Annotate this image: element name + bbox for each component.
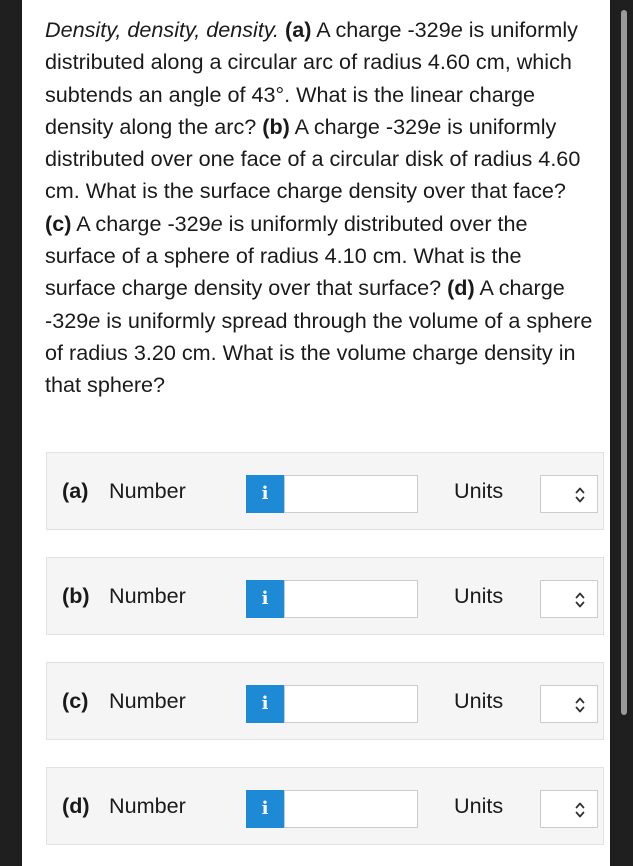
charge-symbol: e (450, 17, 463, 42)
number-input-d[interactable] (284, 790, 418, 828)
answer-part-label: (a) (62, 478, 89, 503)
units-label: Units (454, 583, 504, 608)
number-input-a[interactable] (284, 475, 418, 513)
question-title: Density, density, density. (45, 17, 280, 42)
answer-part-label: (c) (62, 688, 89, 713)
question-text (45, 14, 593, 402)
part-d-text-1: A charge -329 (45, 275, 565, 333)
number-label: Number (109, 793, 186, 818)
units-select-d[interactable] (540, 790, 598, 828)
part-a-text-1: A charge -329 (311, 17, 451, 42)
part-d-label: (d) (447, 275, 475, 301)
answer-row-b (46, 557, 604, 635)
up-down-chevron-icon (575, 800, 585, 820)
number-input-c[interactable] (284, 685, 418, 723)
part-b-text-1: A charge -329 (289, 113, 430, 139)
answer-part-label: (d) (62, 793, 90, 818)
number-label: Number (109, 688, 186, 713)
answer-row-c (46, 662, 604, 740)
units-select-b[interactable] (540, 580, 598, 618)
units-select-a[interactable] (540, 475, 598, 513)
answer-row-d (46, 767, 604, 845)
number-input-b[interactable] (284, 580, 418, 618)
number-label: Number (109, 583, 186, 608)
units-label: Units (454, 793, 504, 818)
part-b-label: (b) (262, 113, 290, 139)
answer-row-a (46, 452, 604, 530)
part-c-label: (c) (45, 210, 72, 236)
part-c-text-1: A charge -329 (71, 210, 211, 236)
info-icon[interactable]: i (246, 475, 284, 513)
question-page (22, 0, 610, 866)
part-a-label: (a) (285, 17, 312, 42)
charge-symbol: e (429, 113, 442, 139)
info-icon[interactable]: i (246, 580, 284, 618)
part-b-text-2: is uniformly distributed over one face of a circular disk of radius 4.60 cm. What is the surface charge density over that face? (45, 113, 581, 204)
units-select-c[interactable] (540, 685, 598, 723)
answer-part-label: (b) (62, 583, 90, 608)
up-down-chevron-icon (575, 485, 585, 505)
units-label: Units (454, 688, 504, 713)
number-label: Number (109, 478, 186, 503)
part-a-text-2: is uniformly distributed along a circular arc of radius 4.60 cm, which subtends an angle of 43°. What is the linear charge density along the arc? (45, 17, 578, 139)
up-down-chevron-icon (575, 590, 585, 610)
charge-symbol: e (210, 210, 223, 236)
units-label: Units (454, 478, 504, 503)
info-icon[interactable]: i (246, 685, 284, 723)
part-c-text-2: is uniformly distributed over the surface of a sphere of radius 4.10 cm. What is the surface charge density over that surface? (45, 210, 528, 301)
info-icon[interactable]: i (246, 790, 284, 828)
charge-symbol: e (88, 307, 101, 333)
vertical-scrollbar[interactable] (621, 10, 627, 715)
part-d-text-2: is uniformly spread through the volume of a sphere of radius 3.20 cm. What is the volume charge density in that sphere? (45, 307, 593, 398)
up-down-chevron-icon (575, 695, 585, 715)
